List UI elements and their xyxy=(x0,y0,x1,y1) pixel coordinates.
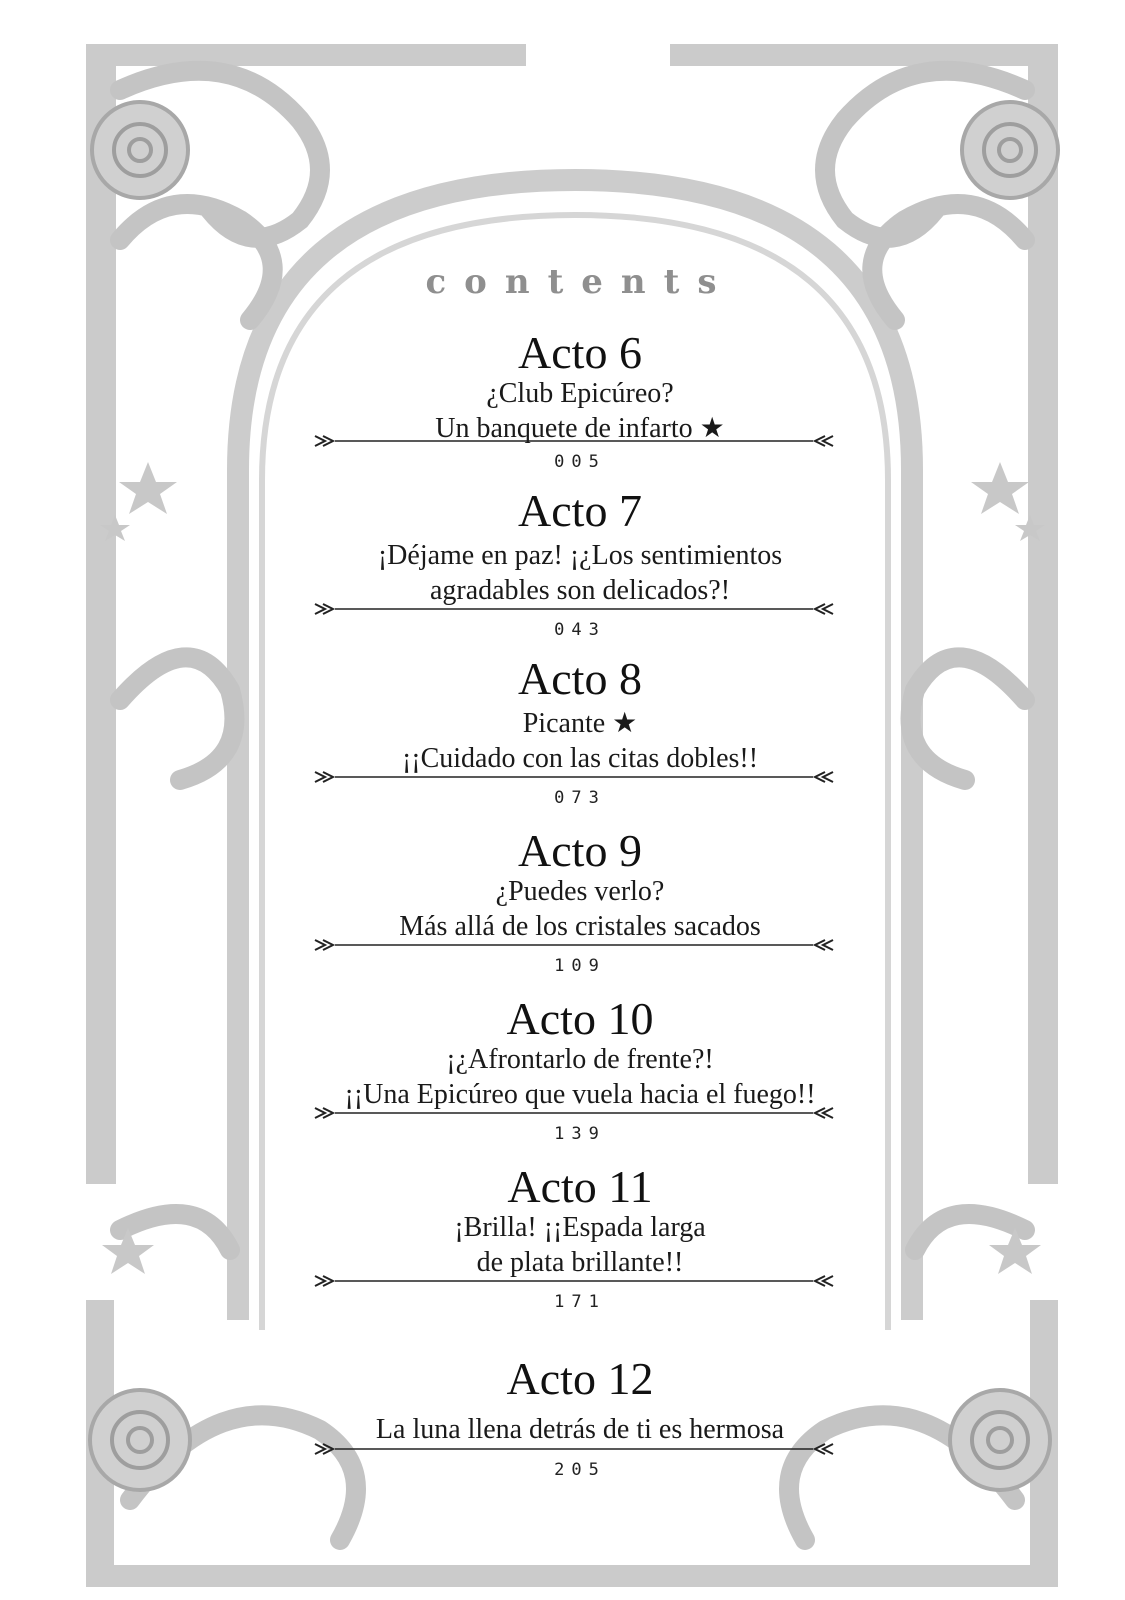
page-number: 043 xyxy=(554,620,606,640)
chapter-subtitle-line-1: ¿Club Epicúreo? xyxy=(486,378,674,409)
divider-ornament xyxy=(313,938,835,952)
chapter-subtitle-line-1: ¡¿Afrontarlo de frente?! xyxy=(446,1044,714,1075)
act-title: Acto 12 xyxy=(506,1353,654,1404)
page-number: 109 xyxy=(554,956,606,976)
page-number: 139 xyxy=(554,1124,606,1144)
divider-ornament xyxy=(313,434,835,448)
act-title: Acto 6 xyxy=(518,327,642,378)
toc-entry-act-12 xyxy=(0,1353,1125,1447)
chapter-subtitle-line-2: Un banquete de infarto ★ xyxy=(435,413,725,444)
toc-entry-act-11 xyxy=(0,1161,1125,1280)
page-number: 073 xyxy=(554,788,606,808)
toc-entry-act-10 xyxy=(0,993,1125,1112)
page-number: 205 xyxy=(554,1460,606,1480)
toc-entry-act-9 xyxy=(0,825,1125,944)
chapter-subtitle-line-2: ¡¡Una Epicúreo que vuela hacia el fuego!! xyxy=(344,1079,816,1110)
divider-ornament xyxy=(313,1274,835,1288)
chapter-subtitle-line-1: ¡Brilla! ¡¡Espada larga xyxy=(454,1212,706,1243)
divider-ornament xyxy=(313,1106,835,1120)
divider-ornament xyxy=(313,1442,835,1456)
chapter-subtitle-line-1: ¿Puedes verlo? xyxy=(495,876,665,907)
act-title: Acto 11 xyxy=(507,1161,653,1212)
divider-ornament xyxy=(313,602,835,616)
chapter-subtitle-line-2: de plata brillante!! xyxy=(476,1247,684,1278)
divider-ornament xyxy=(313,770,835,784)
contents-heading: contents xyxy=(425,262,735,302)
chapter-subtitle-line-2: agradables son delicados?! xyxy=(429,575,731,606)
act-title: Acto 10 xyxy=(506,993,654,1044)
toc-entry-act-7 xyxy=(0,485,1125,608)
chapter-subtitle-line-1: Picante ★ xyxy=(522,708,638,739)
act-title: Acto 7 xyxy=(518,485,642,536)
chapter-subtitle-line-2: Más allá de los cristales sacados xyxy=(399,911,761,942)
page-number: 171 xyxy=(554,1292,606,1312)
chapter-subtitle-line-1: La luna llena detrás de ti es hermosa xyxy=(375,1414,785,1445)
toc-entry-act-8 xyxy=(0,653,1125,776)
toc-entry-act-6 xyxy=(0,327,1125,446)
chapter-subtitle-line-2: ¡¡Cuidado con las citas dobles!! xyxy=(401,743,759,774)
act-title: Acto 8 xyxy=(518,653,642,704)
page-number: 005 xyxy=(554,452,606,472)
act-title: Acto 9 xyxy=(518,825,642,876)
chapter-subtitle-line-1: ¡Déjame en paz! ¡¿Los sentimientos xyxy=(377,540,783,571)
